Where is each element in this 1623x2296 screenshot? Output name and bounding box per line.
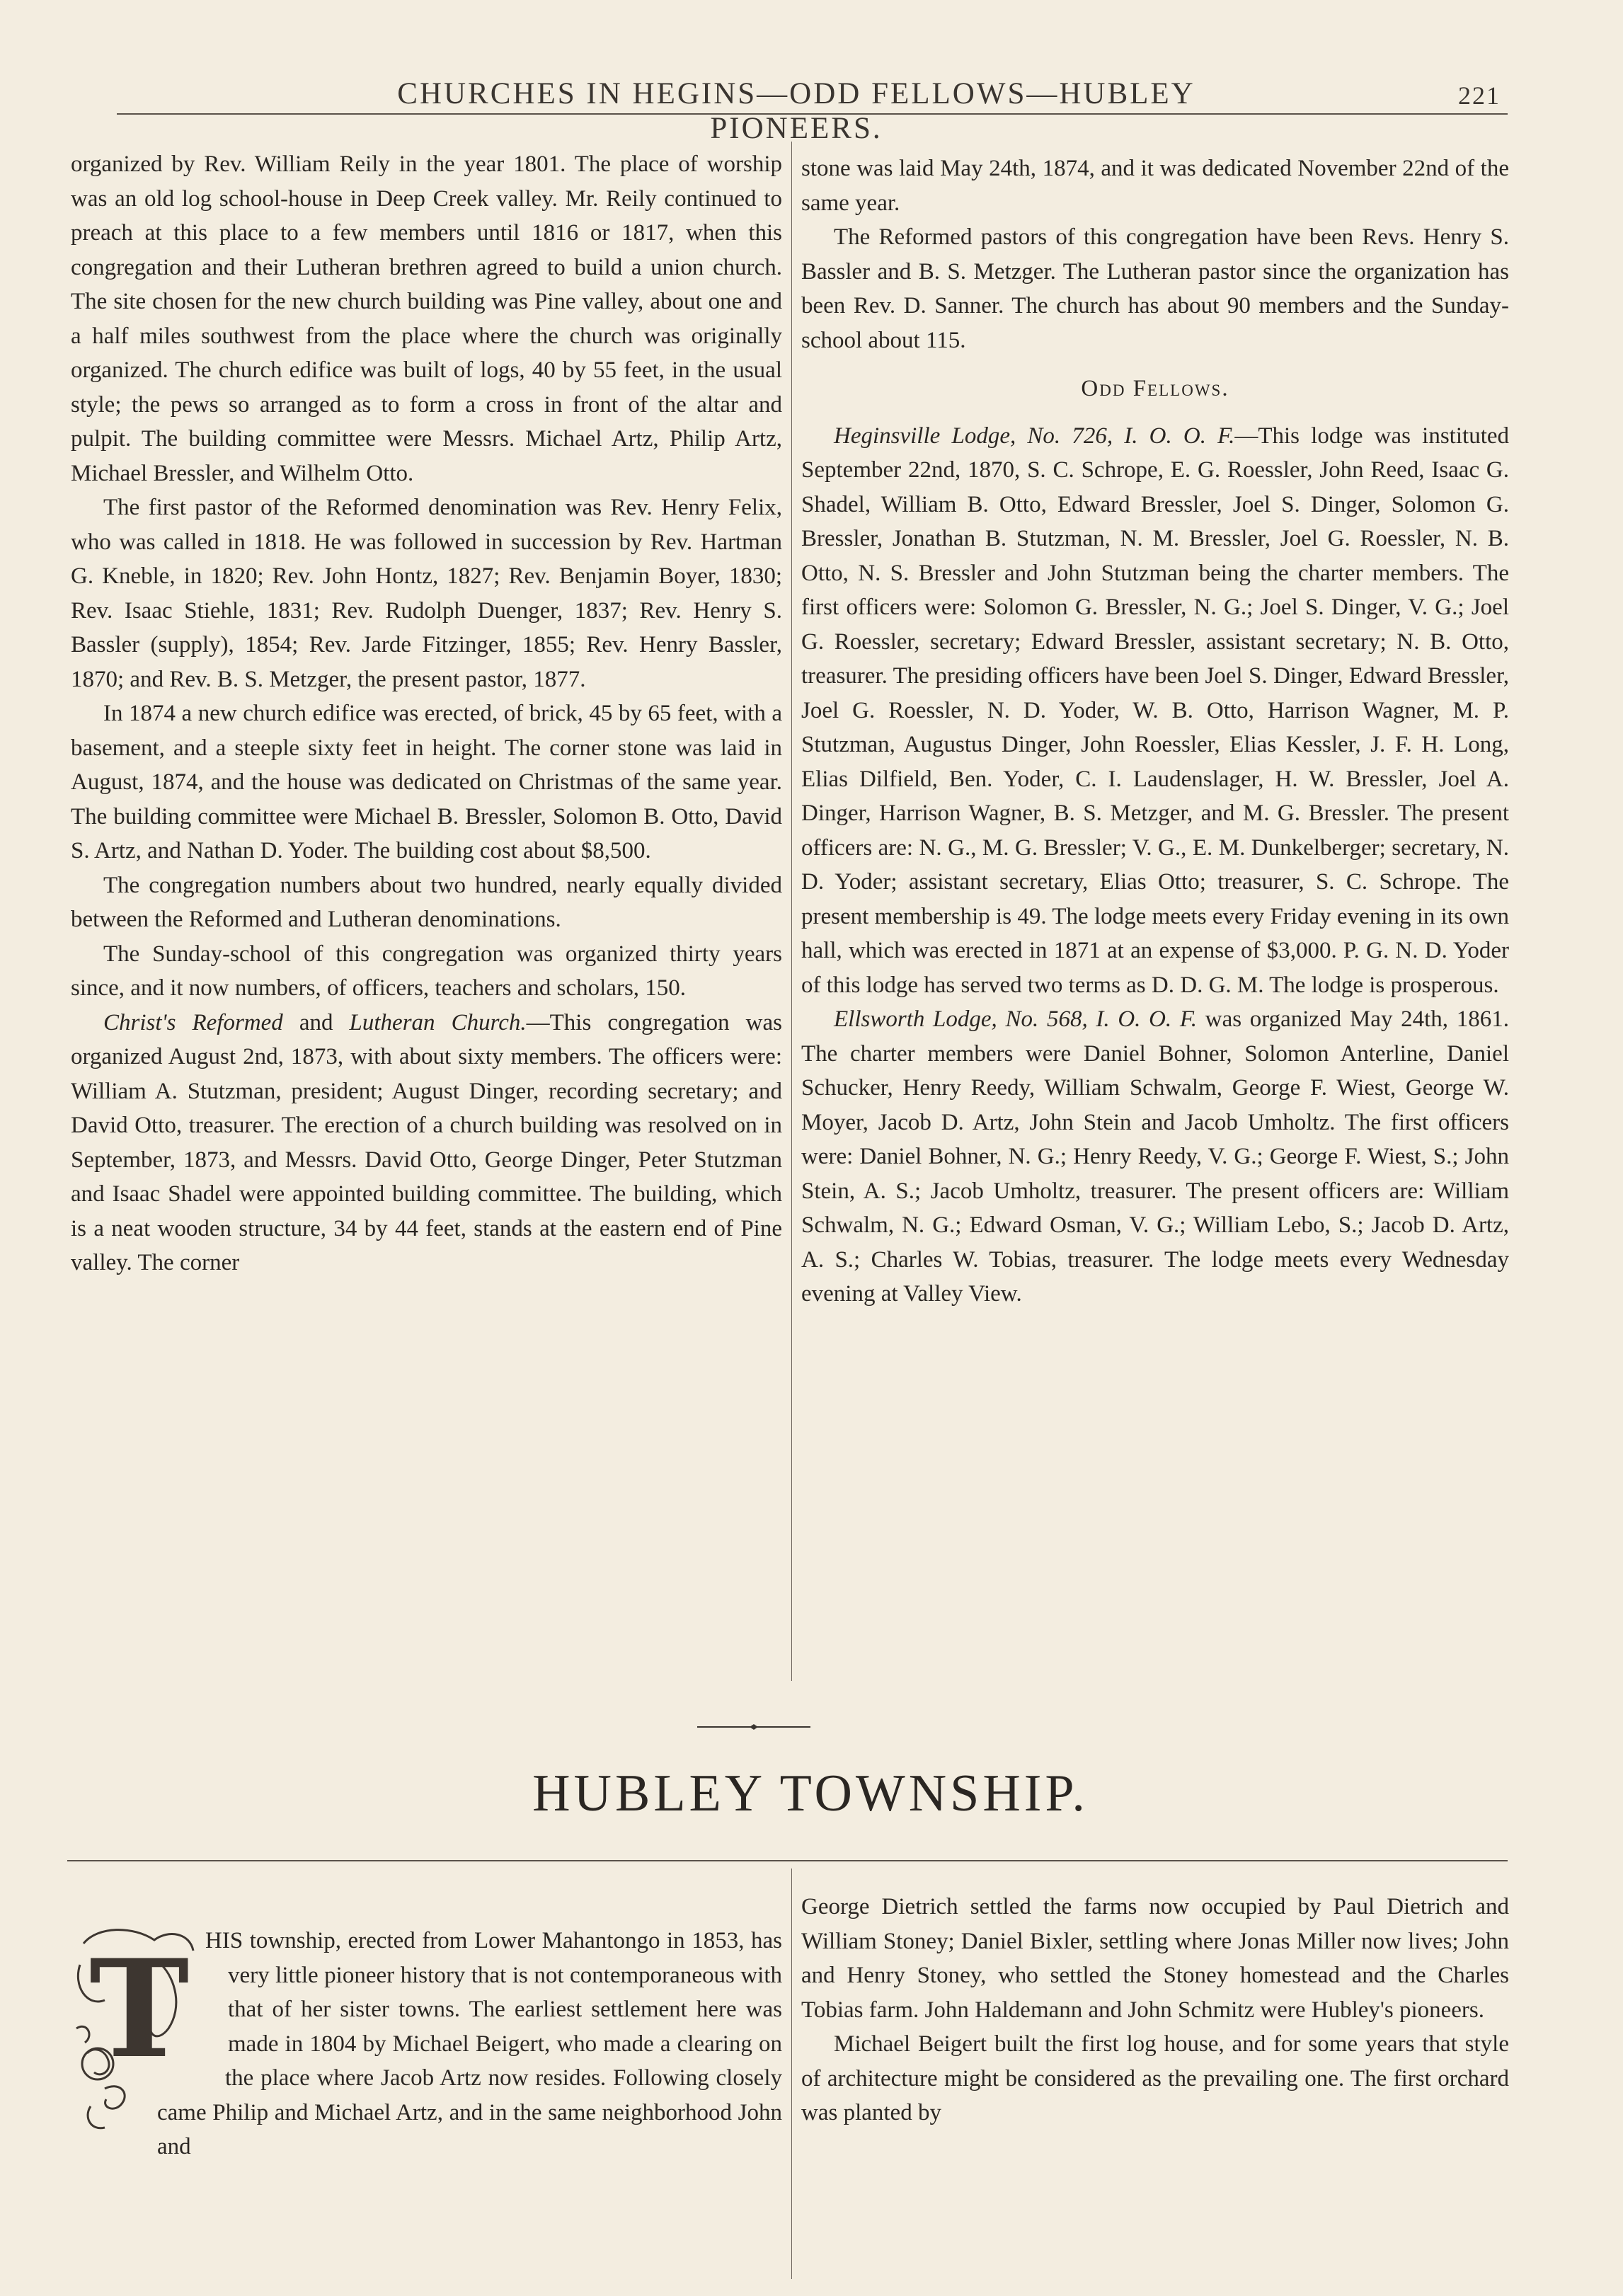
column-rule xyxy=(791,142,792,1681)
paragraph: The Reformed pastors of this congregation have been Revs. Henry S. Bassler and B. S. Metzger. The Lutheran pastor since the organization has been Rev. D. Sanner. The church has about 90 members and the Sunday-school about 115. xyxy=(801,224,1509,353)
top-left-column xyxy=(71,147,782,1280)
paragraph: George Dietrich settled the farms now occupied by Paul Dietrich and William Stoney; Daniel Bixler, settling where Jonas Miller now lives; John and Henry Stoney, who settled the Stoney homestead and the Charles Tobias farm. John Haldemann and John Schmitz were Hubley's pioneers. xyxy=(801,1894,1509,2023)
conjunction: and xyxy=(282,1009,350,1035)
opening-text: township, erected from Lower Mahantongo in 1853, has very little pioneer history that is not contemporaneous with that of her sister towns. The earliest settlement here was made in 1804 by Michael Beigert, who made a clearing on the place where Jacob Artz now resides. Following closely came Philip and Michael Artz, and in the same neighborhood John and xyxy=(157,1928,782,2159)
ornament-divider xyxy=(697,1724,810,1730)
paragraph: The first pastor of the Reformed denomination was Rev. Henry Felix, who was called in 1818. He was followed in succession by Rev. Hartman G. Kneble, in 1820; Rev. John Hontz, 1827; Rev. Benjamin Boyer, 1830; Rev. Isaac Stiehle, 1831; Rev. Rudolph Duenger, 1837; Rev. Henry S. Bassler (supply), 1854; Rev. Jarde Fitzinger, 1855; Rev. Henry Bassler, 1870; and Rev. B. S. Metzger, the present pastor, 1877. xyxy=(71,495,782,692)
lodge-text: was organized May 24th, 1861. The charter members were Daniel Bohner, Solomon Anterline, Daniel Schucker, Henry Reedy, William Schwalm, George F. Wiest, George W. Moyer, Jacob D. Artz, John Stein and Jacob Umholtz. The first officers were: Daniel Bohner, N. G.; Henry Reedy, V. G.; George F. Wiest, S.; John Stein, A. S.; Jacob Umholtz, treasurer. The present officers are: William Schwalm, N. G.; Edward Osman, V. G.; William Lebo, S.; Jacob D. Artz, A. S.; Charles W. Tobias, treasurer. The lodge meets every Wednesday evening at Valley View. xyxy=(801,1006,1509,1307)
section-rule xyxy=(67,1860,1508,1861)
paragraph: In 1874 a new church edifice was erected, of brick, 45 by 65 feet, with a basement, and a steeple sixty feet in height. The corner stone was laid in August, 1874, and the house was dedicated on Christmas of the same year. The building committee were Michael B. Bressler, Solomon B. Otto, David S. Artz, and Nathan D. Yoder. The building cost about $8,500. xyxy=(71,701,782,863)
church-text: —This congregation was organized August 2nd, 1873, with about sixty members. The officers were: William A. Stutzman, president; August Dinger, recording secretary; and David Otto, treasurer. The erection of a church building was resolved on in September, 1873, and Messrs. David Otto, George Dinger, Peter Stutzman and Isaac Shadel were appointed building committee. The building, which is a neat wooden structure, 34 by 44 feet, stands at the eastern end of Pine valley. The corner xyxy=(71,1009,782,1275)
church-name-lutheran: Lutheran Church. xyxy=(349,1009,527,1035)
church-name-reformed: Christ's Reformed xyxy=(103,1009,283,1035)
lodge-name: Heginsville Lodge, No. 726, I. O. O. F. xyxy=(834,423,1235,449)
paragraph: The congregation numbers about two hundred, nearly equally divided between the Reformed and Lutheran denominations. xyxy=(71,872,782,932)
lodge-name: Ellsworth Lodge, No. 568, I. O. O. F. xyxy=(834,1006,1198,1032)
bottom-right-column xyxy=(801,1890,1509,2130)
christs-church-paragraph xyxy=(71,1006,782,1280)
top-right-column xyxy=(801,151,1509,1311)
opening-caps: HIS xyxy=(205,1928,243,1953)
running-head xyxy=(0,74,1623,145)
header-rule xyxy=(117,113,1508,115)
column-rule xyxy=(791,1869,792,2279)
drop-cap-letter: T xyxy=(89,1930,190,2088)
running-title: CHURCHES IN HEGINS—ODD FELLOWS—HUBLEY PIONEERS. xyxy=(397,77,1195,145)
lodge-text: —This lodge was instituted September 22nd, 1870, S. C. Schrope, E. G. Roessler, John Reed, Isaac G. Shadel, William B. Otto, Edward Bressler, Joel S. Dinger, Solomon G. Bressler, Jonathan B. Stutzman, N. M. Bressler, Joel G. Roessler, N. B. Otto, N. S. Bressler and John Stutzman being the charter members. The first officers were: Solomon G. Bressler, N. G.; Joel S. Dinger, V. G.; Joel G. Roessler, secretary; Edward Bressler, assistant secretary; N. B. Otto, treasurer. The presiding officers have been Joel S. Dinger, Edward Bressler, Joel G. Roessler, N. D. Yoder, W. B. Otto, Harrison Wagner, M. P. Stutzman, Augustus Dinger, John Roessler, Elias Kessler, J. F. H. Long, Elias Dilfield, Ben. Yoder, C. I. Laudenslager, H. W. Bressler, Joel A. Dinger, Harrison Wagner, B. S. Metzger, and M. G. Bressler. The present officers are: N. G., M. G. Bressler; V. G., E. M. Dunkelberger; secretary, N. D. Yoder; assistant secretary, Elias Otto; treasurer, S. C. Schrope. The present membership is 49. The lodge meets every Friday evening in its own hall, which was erected in 1871 at an expense of $3,000. P. G. N. D. Yoder of this lodge has served two terms as D. D. G. M. The lodge is prosperous. xyxy=(801,423,1510,998)
page-number: 221 xyxy=(1458,81,1501,110)
paragraph: organized by Rev. William Reily in the year 1801. The place of worship was an old log school-house in Deep Creek valley. Mr. Reily continued to preach at this place to a few members until 1816 or 1817, when this congregation and their Lutheran brethren agreed to build a union church. The site chosen for the new church building was Pine valley, about one and a half miles southwest from the place where the church was originally organized. The church edifice was built of logs, 40 by 55 feet, in the usual style; the pews so arranged as to form a cross in front of the altar and pulpit. The building committee were Messrs. Michael Artz, Philip Artz, Michael Bressler, and Wilhelm Otto. xyxy=(71,151,782,486)
bottom-left-column xyxy=(71,1924,782,2164)
section-title: HUBLEY TOWNSHIP. xyxy=(532,1764,1089,1823)
ellsworth-lodge-paragraph xyxy=(801,1002,1509,1311)
paragraph: Michael Beigert built the first log house, and for some years that style of architecture might be considered as the prevailing one. The first orchard was planted by xyxy=(801,2031,1509,2125)
paragraph: stone was laid May 24th, 1874, and it was dedicated November 22nd of the same year. xyxy=(801,156,1509,216)
paragraph: The Sunday-school of this congregation was organized thirty years since, and it now numbers, of officers, teachers and scholars, 150. xyxy=(71,941,782,1001)
odd-fellows-heading: Odd Fellows. xyxy=(1081,376,1229,401)
heginsville-lodge-paragraph xyxy=(801,419,1509,1003)
